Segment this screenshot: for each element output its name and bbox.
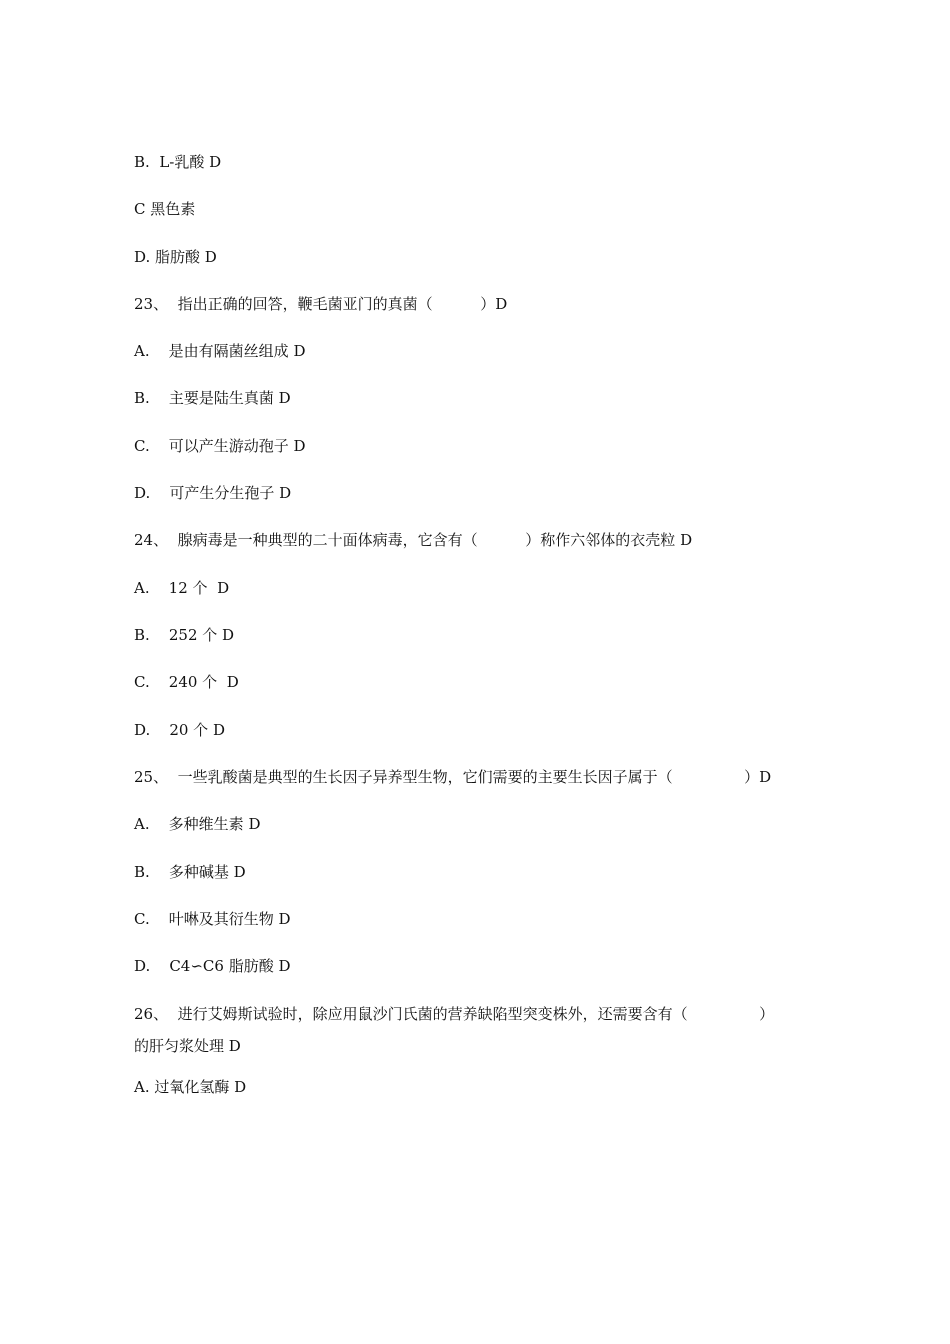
option-23-d: D. 可产生分生孢子 D <box>134 484 292 502</box>
option-23-b: B. 主要是陆生真菌 D <box>134 389 291 407</box>
option-26-a: A. 过氧化氢酶 D <box>134 1078 247 1096</box>
option-25-d: D. C4∽C6 脂肪酸 D <box>134 957 291 975</box>
question-26: 26、 进行艾姆斯试验时，除应用鼠沙门氏菌的营养缺陷型突变株外，还需要含有（ ） <box>134 1005 775 1023</box>
option-25-b: B. 多种碱基 D <box>134 863 246 881</box>
option-24-c: C. 240 个 D <box>134 673 239 691</box>
option-22-b: B. L-乳酸 D <box>134 153 222 171</box>
option-22-c: C 黑色素 <box>134 200 196 218</box>
option-25-a: A. 多种维生素 D <box>134 815 261 833</box>
option-24-a: A. 12 个 D <box>134 579 230 597</box>
option-25-c: C. 叶啉及其衍生物 D <box>134 910 291 928</box>
option-22-d: D. 脂肪酸 D <box>134 248 217 266</box>
question-23: 23、 指出正确的回答，鞭毛菌亚门的真菌（ ）D <box>134 295 508 313</box>
option-23-c: C. 可以产生游动孢子 D <box>134 437 306 455</box>
question-26-continued: 的肝匀浆处理 D <box>134 1037 241 1055</box>
question-24: 24、 腺病毒是一种典型的二十面体病毒，它含有（ ）称作六邻体的衣壳粒 D <box>134 531 693 549</box>
option-24-b: B. 252 个 D <box>134 626 235 644</box>
option-24-d: D. 20 个 D <box>134 721 225 739</box>
option-23-a: A. 是由有隔菌丝组成 D <box>134 342 306 360</box>
question-25: 25、 一些乳酸菌是典型的生长因子异养型生物，它们需要的主要生长因子属于（ ）D <box>134 768 772 786</box>
